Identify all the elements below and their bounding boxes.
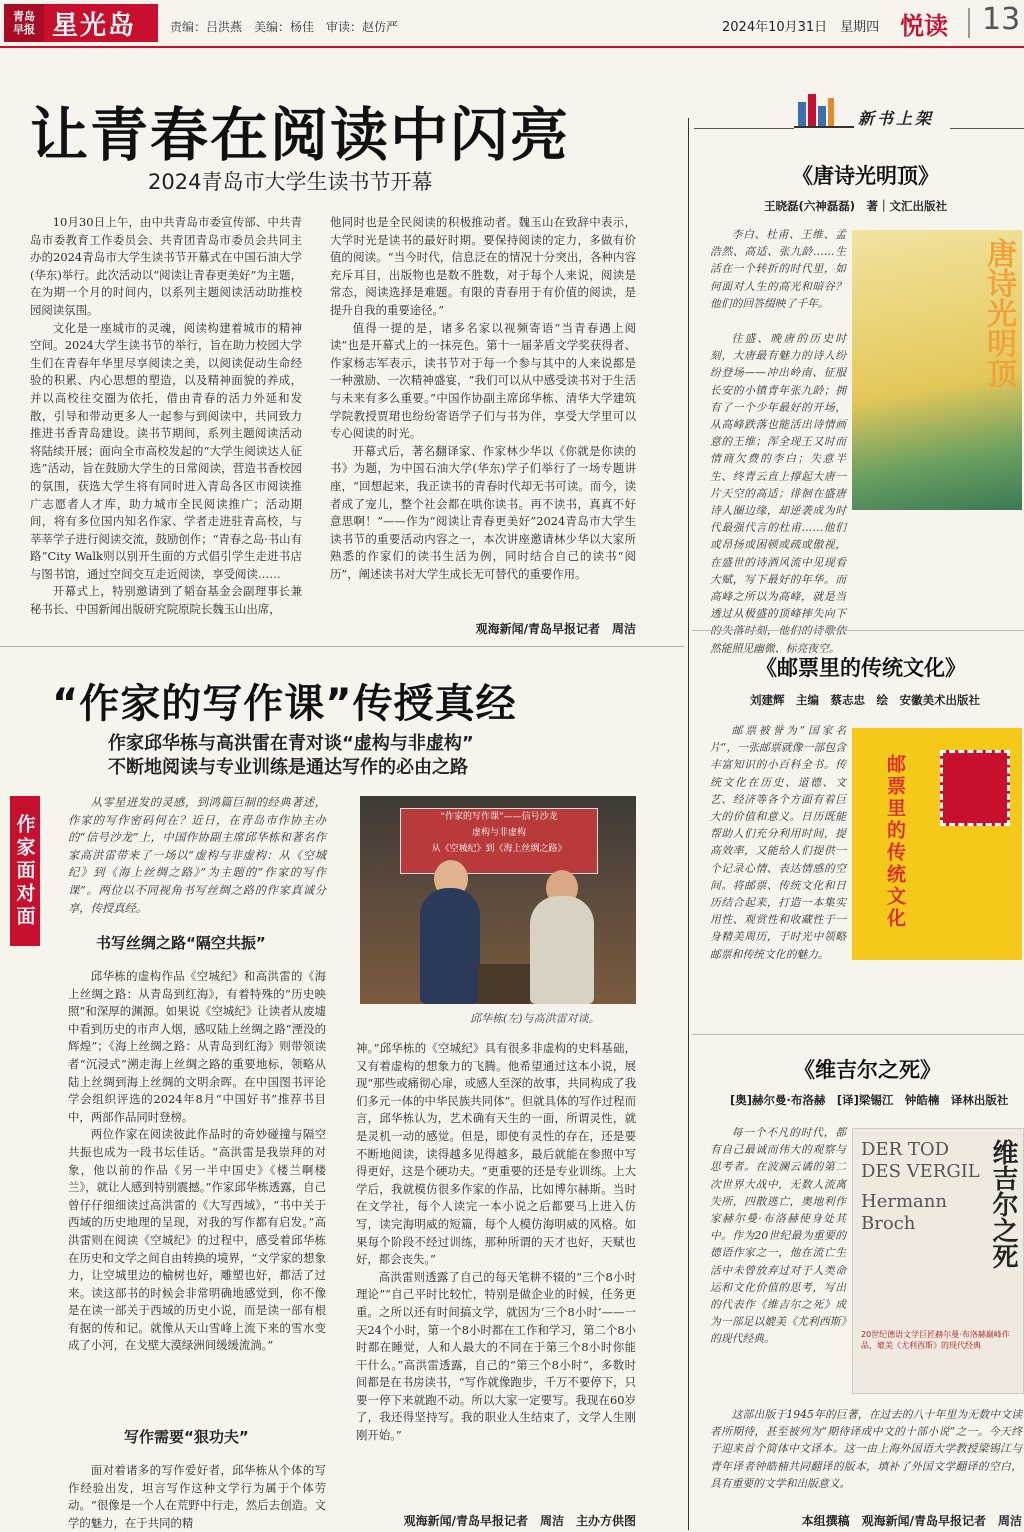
book2-cover: 邮票里的传统文化 [852,728,1022,960]
divider [968,8,970,38]
article1-subtitle: 2024青岛市大学生读书节开幕 [148,170,433,194]
masthead-rule [0,46,1024,48]
book2-title: 《邮票里的传统文化》 [756,655,966,680]
article1-column-2: 他同时也是全民阅读的积极推动者。魏玉山在致辞中表示，大学时光是读书的最好时期。要保持阅读的定力，多做有价值的阅读。“当今时代，信息泛在的情况十分突出，各种内容充斥耳目，出版物也是数不胜数，对于每个人来说，阅读是常态，阅读选择是难题。有限的青春用于有价值的阅读，是提升自我的重要途径。” 值得一提的是，诸多名家以视频寄语“当青春遇上阅读”也是开幕式上的一抹亮色。第十一届茅盾文学奖获得者、作家杨志军表示，读书节对于每一个参与其中的人来说都是一种激励、一次精神盛宴，“我们可以从中感受读书对于生活与未来有多么重要。”中国作协副主席邱华栋、清华大学建筑学院教授贾珺也纷纷寄语学子们与书为伴，享受大学里可以专心阅读的时光。 开幕式后，著名翻译家、作家林少华以《你就是你读的书》为题，为中国石油大学(华东)学子们举行了一场专题讲座，“回想起来，我正读书的青春时代却无书可读。而今，读者成了宠儿，整个社会都在哄你读书。再不读书，真真不好意思啊！”——作为“阅读让青春更美好”2024青岛市大学生读书节的重要活动内容之一，本次讲座邀请林少华以大家所熟悉的作家们的读书生活为例，同时结合自己的读书“阅历”，阐述读书对大学生成长无可替代的重要作用。 [330,215,636,581]
article2-headline: “作家的写作课”传授真经 [52,681,517,727]
article2-subhead-1: 书写丝绸之路“隔空共振” [96,934,266,952]
book2-author: 刘建辉 主编 蔡志忠 绘 安徽美术出版社 [750,693,980,707]
book1-cover: 唐诗光明顶 [852,230,1022,510]
book1-author: 王晓磊(六神磊磊) 著｜文汇出版社 [764,199,948,213]
divider [694,128,794,129]
book2-text: 邮票被誉为“国家名片”，一张邮票就像一部包含丰富知识的小百科全书。传统文化在历史、道德、文艺、经济等各个方面有着巨大的价值和意义。日历既能帮助人们充分利用时间，提高效率，又能给人们提供一个记录心情、表达情感的空间。将邮票、传统文化和日历结合起来，打造一本集实用性、观赏性和收藏性于一身精美周历，于时光中领略邮票和传统文化的魅力。 [710,724,846,961]
book3-text-2: 这部出版于1945年的巨著，在过去的八十年里为无数中文读者所期待，甚至被列为“期待译成中文的十部小说”之一。今天终于迎来首个简体中文译本。这一由上海外国语大学教授梁锡江与青年译者钟皓楠共同翻译的版本，填补了外国文学翻译的空白，具有重要的文学和出版意义。 [710,1408,1022,1490]
photo-banner: “作家的写作课”——信号沙龙 虚构与非虚构 从《空城纪》到《海上丝绸之路》 [400,808,598,874]
article2-column-1b: 面对着诸多的写作爱好者，邱华栋从个体的写作经验出发，坦言写作这种文学行为属于个体劳动。“很像是一个人在荒野中行走，然后去创造。文学的魅力，在于共同的精 [68,1463,326,1530]
book3-cover: DER TOD DES VERGIL Hermann Broch 维吉尔之死 20世纪德语文学巨匠赫尔曼·布洛赫巅峰作品，媲美《尤利西斯》的现代经典 [852,1128,1024,1394]
article1-column-1: 10月30日上午，由中共青岛市委宣传部、中共青岛市委教育工作委员会、共青团青岛市委员会共同主办的2024青岛市大学生读书节开幕式在中国石油大学(华东)举行。此次活动以“阅读让青春更美好”为主题，在为期一个月的时间内，以系列主题阅读活动助推校园阅读氛围。 文化是一座城市的灵魂，阅读构建着城市的精神空间。2024大学生读书节的举行，旨在助力校园大学生们在青春年华里尽享阅读之美，以阅读促动生命经验的积累、内心思想的塑造，以及精神面貌的养成，并以高校往交圈为依托，借由青春的活力外延和发散，引导和带动更多人一起参与到阅读中，共同致力推进书香青岛建设。读书节期间，系列主题阅读活动将陆续开展；面向全市高校发起的“大学生阅读达人征选”活动，旨在鼓励大学生的日常阅读，营造书香校园的氛围，获选大学生将有同时进入青岛各区市阅读推广志愿者人才库，助力城市全民阅读推广；活动期间，将有多位国内知名作家、学者走进驻青高校，与莘莘学子进行阅读交流，鼓励创作；“青春之岛·书山有路”City Walk则以别开生面的方式倡引学生走进书店与图书馆，通过空间交互走近阅读，享受阅读…… 开幕式上，特别邀请到了韬奋基金会副理事长兼秘书长、中国新闻出版研究院原院长魏玉山出席， [30,215,302,617]
page-number: 13 [982,2,1021,37]
section-divider [692,1034,1024,1035]
masthead [4,4,158,42]
photo-table [478,964,530,1004]
issue-date: 2024年10月31日 星期四 [722,20,880,35]
event-photo [360,796,636,1004]
book-stack-icon [794,88,854,128]
section-name: 悦读 [900,12,948,40]
books-byline: 本组撰稿 观海新闻/青岛早报记者 周洁 [801,1514,1022,1528]
article1-headline: 让青春在阅读中闪亮 [30,101,571,169]
section-divider [692,630,1024,631]
supplement-name: 星光岛 [52,10,137,41]
column-divider [688,118,689,1530]
speaker-left [420,888,480,1004]
book1-text-body: 往盛、晚唐的历史时刻，大唐最有魅力的诗人纷纷登场——冲出岭南、征服长安的小镇青年张九龄；拥有了一个少年最好的开场，从高峰跌落也能活出诗情画意的王维；浑全现王又时而情商欠费的李白；失意半生、终青云直上撑起大唐一片天空的高适；徘徊在盛唐诗人圈边缘，却逆袭成为时代最强代言的杜甫……他们或昂扬或困顿或疏或傲视，在盛世的诗酒风流中见现看大赋，写下最好的年华。而高峰之所以为高峰，就是当透过从极盛的顶峰摔失向下 然能照见幽微、标亮夜空。 [710,332,846,655]
column-tag: 作家面对面 [10,796,40,946]
book3-title: 《维吉尔之死》 [794,1057,941,1082]
book1-text-top: 李白、杜甫、王维、孟浩然、高适、张九龄……生活在一个转折的时代里，如何面对人生的高光和暗谷？他们的回答缀映了千年。 [710,228,846,310]
new-books-column-title: 新书上架 [858,109,935,128]
section-divider [0,646,684,647]
article2-subtitle: 作家邱华栋与高洪雷在青对谈“虚构与非虚构” 不断地阅读与专业训练是通达写作的必由之路 [108,733,474,778]
article2-subhead-2: 写作需要“狠功夫” [124,1428,249,1446]
photo-caption: 邱华栋(左)与高洪雷对谈。 [470,1012,600,1025]
editors-line: 责编：吕洪燕 美编：杨佳 审读：赵仿严 [170,20,399,34]
article2-lead: 从零星迸发的灵感，到鸿篇巨制的经典著述，作家的写作密码何在？近日，在青岛市作协主办的“信号沙龙”上，中国作协副主席邱华栋和著名作家高洪雷带来了一场以“虚构与非虚构：从《空城纪》到《海上丝绸之路》”为主题的“作家的写作课”。两位以不同视角书写丝绸之路的作家真诚分享，传授真经。 [68,796,326,915]
article1-byline: 观海新闻/青岛早报记者 周洁 [475,622,636,636]
article2-column-2: 神。”邱华栋的《空城纪》具有很多非虚构的史料基础，又有着虚构的想象力的飞腾。他希望通过这本小说，展现“那些或痛彻心扉，或感人至深的故事，共同构成了我们多元一体的中华民族共同体”。但就具体的写作过程而言，邱华栋认为，艺术确有天生的一面，所谓灵性，就是灵机一动的感觉。但是，即使有灵性的存在，还是要不断地阅读，读得越多见得越多，最后就能在参照中写得更好，这是个硬功夫。“更重要的还是专业训练。上大学后，我就模仿很多作家的作品，比如博尔赫斯。当时在文学社，每个人读完一本小说之后都要马上进入仿写，读完海明威的短篇，每个人模仿海明威的风格。如果每个阶段不经过训练，那种所谓的天才也好，天赋也好，都会丧失。” 高洪雷则透露了自己的每天笔耕不辍的“三个8小时理论”“自己平时比较忙，特别是做企业的时候，任务更重。之所以还有时间搞文学，就因为‘三个8小时’——一天24个小时，第一个8小时都在工作和学习，第二个8小时都在睡觉，人和人最大的不同在于第三个8小时你能干什么。”高洪雷透露，自己的“第三个8小时”，多数时间都是在书房读书，“写作就像跑步，千万不要停下，只要一停下来就跑不动。所以大家一定要写。我现在60岁了，我还得坚持写。我的职业人生结束了，文学人生刚刚开始。” [356,1041,636,1443]
speaker-right [530,896,594,1004]
book3-text: 每一个不凡的时代，都有自己最诚而伟大的观察与思考者。在波澜云谲的第二次世界大战中，无数人流离失所，四散逃亡，奥地利作家赫尔曼·布洛赫使身处其中。作为20世纪最为重要的德语作家之一，他在流亡生活中未曾放弃过对于人类命运和文化价值的思考，写出的代表作《维吉尔之死》成为一部足以媲美《尤利西斯》的现代经典。 [710,1126,846,1346]
newspaper-logo: 青岛 早报 [4,4,44,42]
article2-byline: 观海新闻/青岛早报记者 周洁 主办方供图 [403,1514,636,1528]
book1-title: 《唐诗光明顶》 [792,163,939,188]
stamp-illustration [940,750,1010,826]
article2-column-1: 邱华栋的虚构作品《空城纪》和高洪雷的《海上丝绸之路：从青岛到红海》，有着特殊的“历史映照”和深厚的渊源。如果说《空城纪》让读者从废墟中看到历史的市声人烟，感叹陆上丝绸之路“湮没的辉煌”；《海上丝绸之路：从青岛到红海》则带领读者“沉浸式”溯走海上丝绸之路的重要地标，领略从陆上丝绸到海上丝绸的文明余晖。在中国图书评论学会组织评选的2024年8月“中国好书”推荐书目中，两部作品同时登榜。 两位作家在阅读彼此作品时的奇妙碰撞与隔空共振也成为一段书坛佳话。“高洪雷是我崇拜的对象，他以前的作品《另一半中国史》《楼兰啊楼兰》，就让人感到特别震撼。”作家邱华栋透露，自己曾仔仔细细读过高洪雷的《大写西域》，“书中关于西域的历史地理的呈现，对我的写作都有启发。”高洪雷则在阅读《空城纪》的过程中，感受着邱华栋在历史和文学之间自由转换的境界，“文学家的想象力，让空城里边的榆树也好，雕塑也好，都活了过来。读这部书的时候会非常明确地感觉到，你不像是在读一部关于西域的历史小说，而是读一部有根有据的传和记。就像从天山雪峰上流下来的雪水变成了小河，在戈壁大漠绿洲间缓缓流淌。” [68,969,326,1353]
divider [950,128,1024,129]
book3-author: [奥]赫尔曼·布洛赫 [译]梁锡江 钟皓楠 译林出版社 [730,1093,1009,1107]
